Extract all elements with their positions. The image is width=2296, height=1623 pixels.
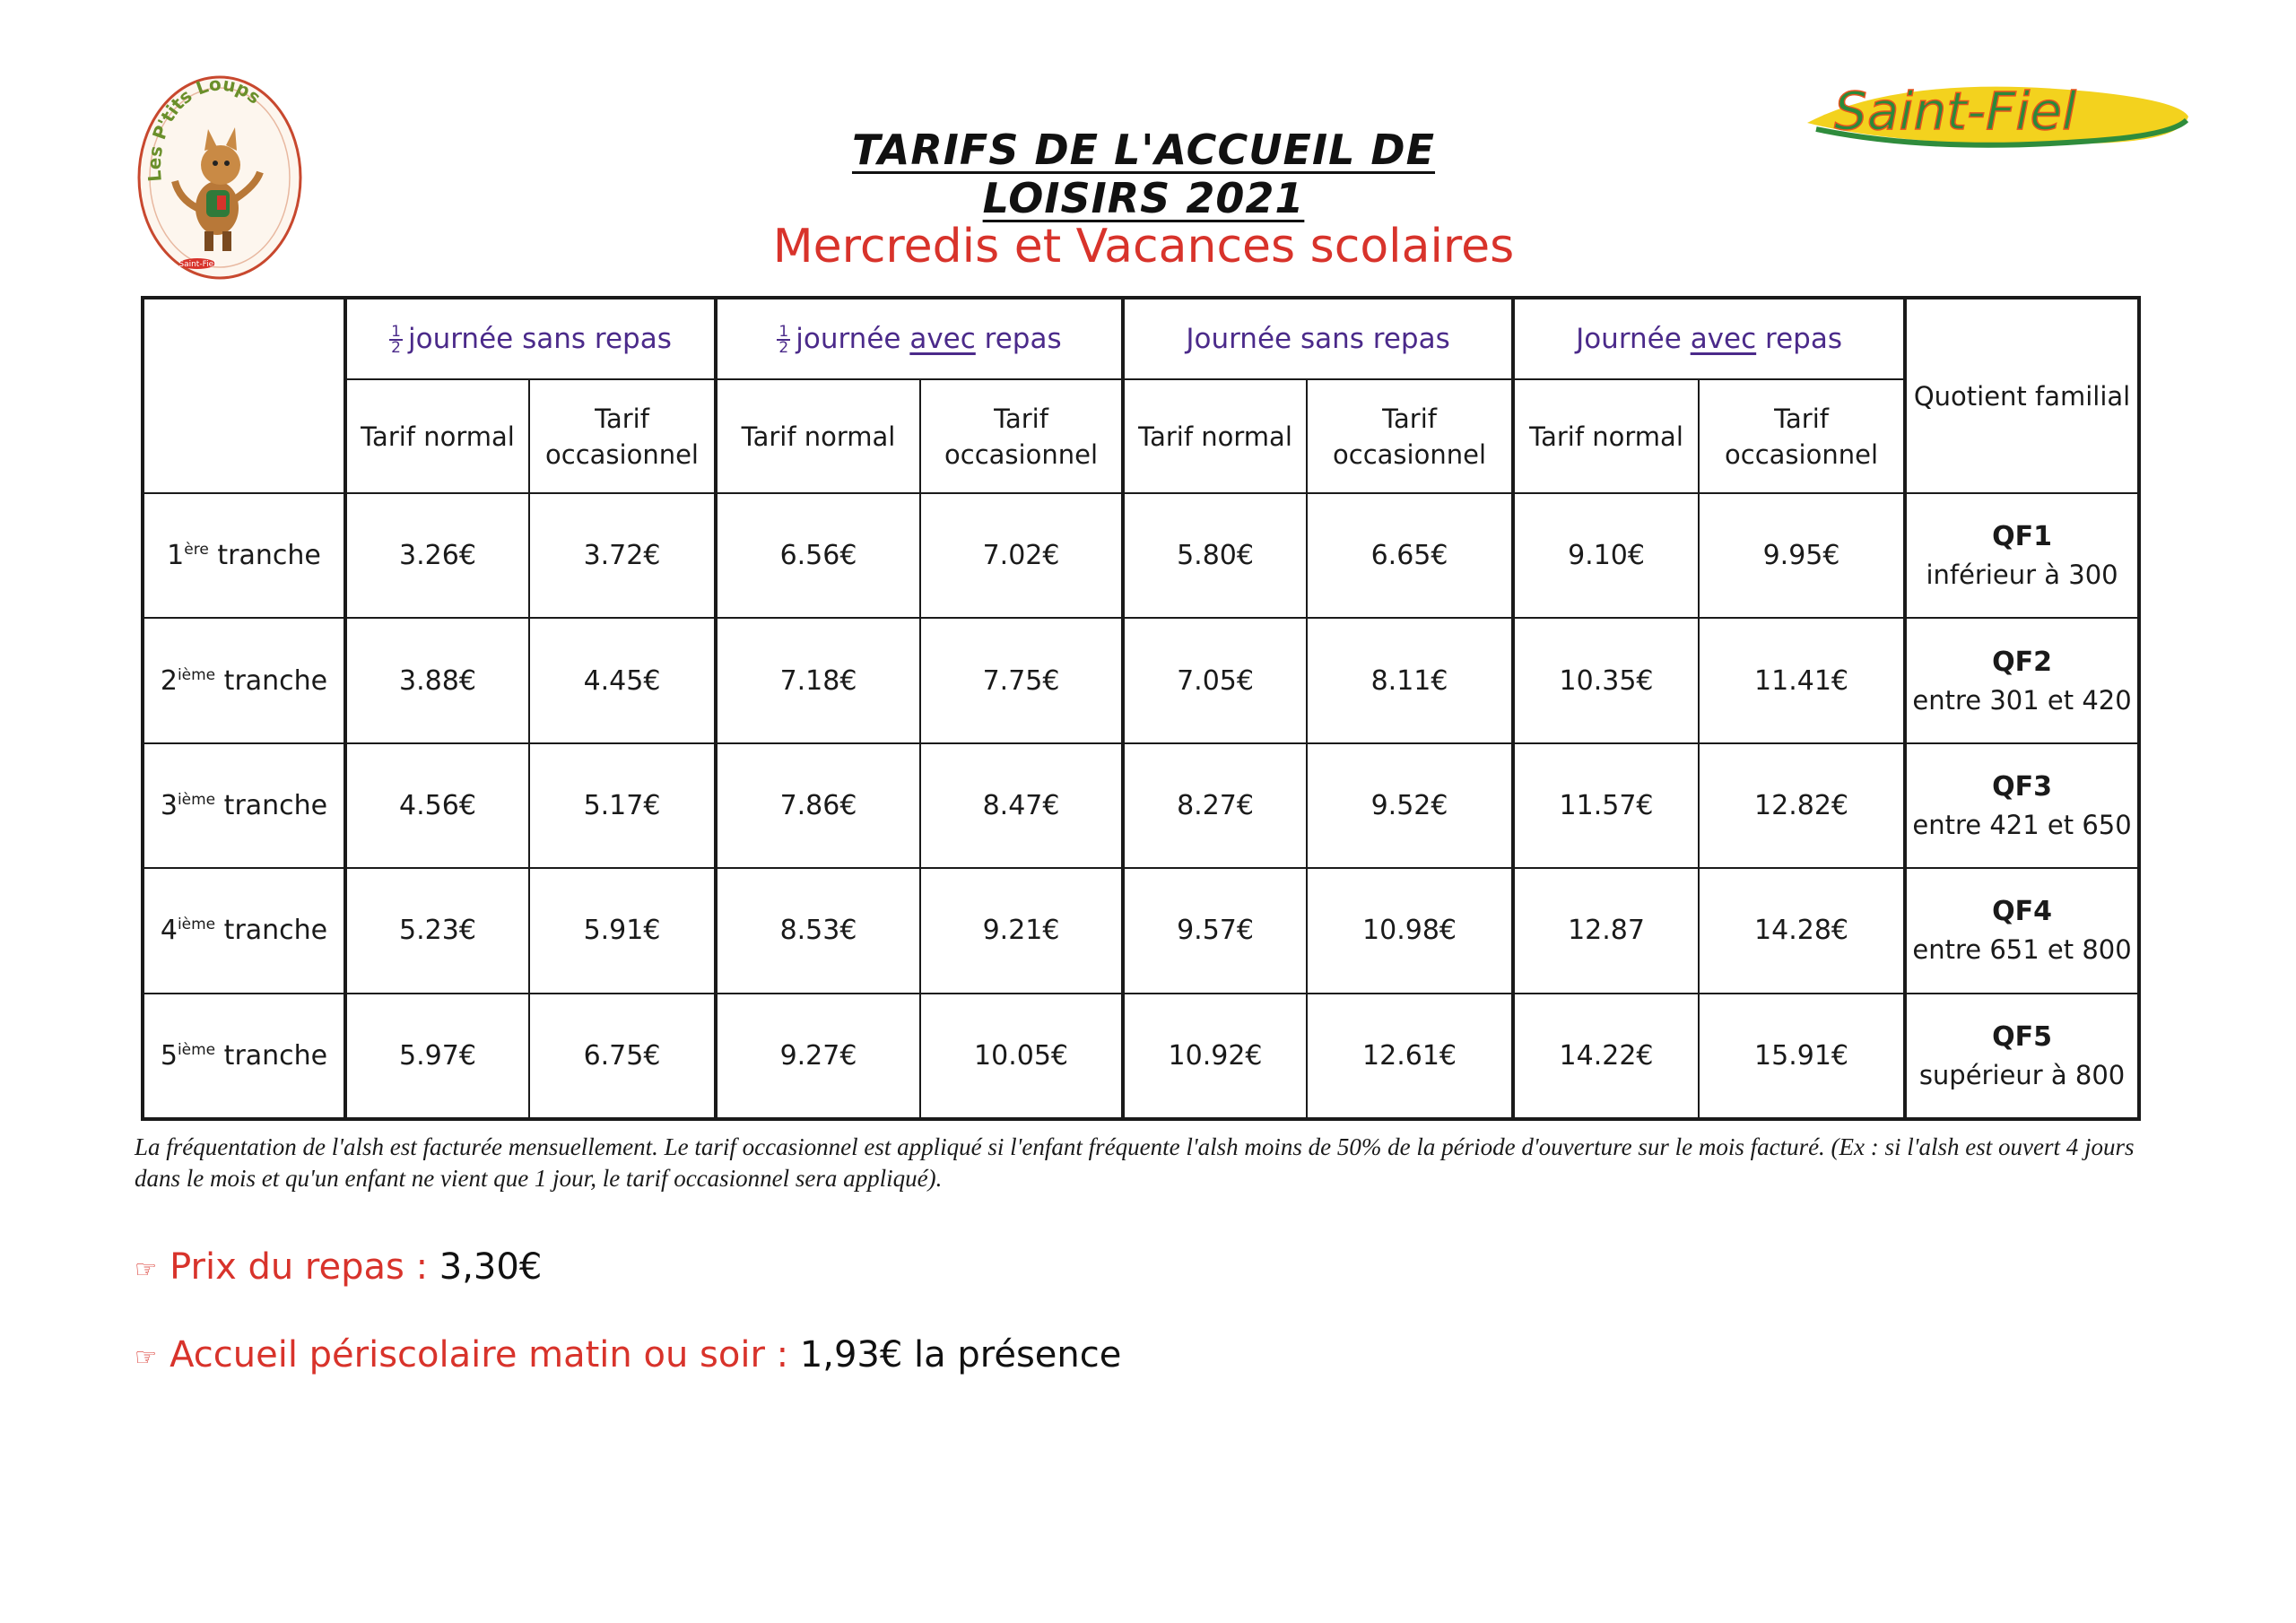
price-normal-cell: 5.23€ (345, 868, 529, 993)
price-normal-cell: 9.27€ (716, 994, 920, 1119)
price-normal-cell: 9.57€ (1123, 868, 1307, 993)
price-normal-cell: 10.92€ (1123, 994, 1307, 1119)
tranche-label: 5ième tranche (143, 994, 345, 1119)
wolf-logo-icon (135, 74, 305, 282)
qf-cell: QF4 entre 651 et 800 (1905, 868, 2139, 993)
price-normal-cell: 7.05€ (1123, 618, 1307, 742)
table-row (143, 743, 2139, 868)
price-occasionnel-cell: 15.91€ (1699, 994, 1905, 1119)
page-subtitle: Mercredis et Vacances scolaires (772, 220, 1515, 273)
price-occasionnel-cell: 5.91€ (529, 868, 716, 993)
saint-fiel-logo-icon (1794, 74, 2193, 154)
les-ptits-loups-logo (135, 74, 305, 282)
price-normal-cell: 11.57€ (1513, 743, 1699, 868)
price-occasionnel-cell: 6.65€ (1307, 493, 1513, 618)
meal-price-line (135, 1246, 542, 1288)
price-normal-cell: 5.80€ (1123, 493, 1307, 618)
price-occasionnel-cell: 14.28€ (1699, 868, 1905, 993)
price-normal-cell: 8.27€ (1123, 743, 1307, 868)
saint-fiel-logo (1794, 74, 2193, 154)
subheader-tarif-normal: Tarif normal (1123, 379, 1307, 493)
tranche-label: 2ième tranche (143, 618, 345, 742)
price-normal-cell: 9.10€ (1513, 493, 1699, 618)
price-normal-cell: 4.56€ (345, 743, 529, 868)
qf-header: Quotient familial (1905, 298, 2139, 493)
price-occasionnel-cell: 4.45€ (529, 618, 716, 742)
price-occasionnel-cell: 7.02€ (920, 493, 1123, 618)
price-normal-cell: 8.53€ (716, 868, 920, 993)
tranche-label: 4ième tranche (143, 868, 345, 993)
periscolaire-price-value: 1,93€ la présence (799, 1334, 1122, 1376)
price-occasionnel-cell: 10.05€ (920, 994, 1123, 1119)
qf-cell: QF2 entre 301 et 420 (1905, 618, 2139, 742)
svg-text:Saint-Fiel: Saint-Fiel (178, 260, 216, 269)
price-occasionnel-cell: 12.82€ (1699, 743, 1905, 868)
group-header-day-without-meal: Journée sans repas (1123, 298, 1513, 379)
subheader-tarif-normal: Tarif normal (1513, 379, 1699, 493)
price-occasionnel-cell: 10.98€ (1307, 868, 1513, 993)
price-occasionnel-cell: 8.11€ (1307, 618, 1513, 742)
qf-cell: QF5 supérieur à 800 (1905, 994, 2139, 1119)
price-occasionnel-cell: 3.72€ (529, 493, 716, 618)
price-occasionnel-cell: 11.41€ (1699, 618, 1905, 742)
table-row (143, 618, 2139, 742)
price-occasionnel-cell: 9.95€ (1699, 493, 1905, 618)
price-normal-cell: 7.86€ (716, 743, 920, 868)
price-occasionnel-cell: 5.17€ (529, 743, 716, 868)
price-occasionnel-cell: 7.75€ (920, 618, 1123, 742)
tariff-table (141, 296, 2141, 1121)
meal-price-label: Prix du repas : (170, 1246, 439, 1288)
subheader-tarif-occasionnel: Tarif occasionnel (1307, 379, 1513, 493)
group-header-day-with-meal: Journée avec repas (1513, 298, 1905, 379)
periscolaire-price-label: Accueil périscolaire matin ou soir : (170, 1334, 800, 1376)
group-header-half-day-with-meal: $\frac{1}{2}$ journée avec repas (716, 298, 1123, 379)
page-title: TARIFS DE L'ACCUEIL DE LOISIRS 2021 (851, 126, 1436, 222)
subheader-tarif-occasionnel: Tarif occasionnel (529, 379, 716, 493)
price-normal-cell: 3.26€ (345, 493, 529, 618)
subheader-tarif-occasionnel: Tarif occasionnel (920, 379, 1123, 493)
periscolaire-price-line (135, 1334, 1121, 1376)
price-normal-cell: 5.97€ (345, 994, 529, 1119)
tranche-label: 3ième tranche (143, 743, 345, 868)
price-occasionnel-cell: 9.21€ (920, 868, 1123, 993)
price-occasionnel-cell: 8.47€ (920, 743, 1123, 868)
pointing-hand-icon: ☞ (135, 1254, 158, 1284)
pointing-hand-icon: ☞ (135, 1341, 158, 1372)
qf-cell: QF3 entre 421 et 650 (1905, 743, 2139, 868)
price-normal-cell: 7.18€ (716, 618, 920, 742)
subheader-tarif-normal: Tarif normal (716, 379, 920, 493)
svg-text:Les P'tits Loups: Les P'tits Loups (143, 74, 265, 183)
price-normal-cell: 12.87 (1513, 868, 1699, 993)
one-half-fraction: $\frac{1}{2}$ (391, 323, 401, 358)
subheader-tarif-occasionnel: Tarif occasionnel (1699, 379, 1905, 493)
meal-price-value: 3,30€ (439, 1246, 543, 1288)
svg-text:Saint-Fiel: Saint-Fiel (1834, 81, 2077, 142)
table-row (143, 493, 2139, 618)
group-header-half-day-without-meal: $\frac{1}{2}$ journée sans repas (345, 298, 716, 379)
qf-cell: QF1 inférieur à 300 (1905, 493, 2139, 618)
price-normal-cell: 14.22€ (1513, 994, 1699, 1119)
billing-note: La fréquentation de l'alsh est facturée mensuellement. Le tarif occasionnel est appliqué si l'enfant fréquente l'alsh moins de 50% de la période d'ouverture sur le mois facturé. (Ex : si l'alsh est ouvert 4 jours dans le mois et qu'un enfant ne vient que 1 jour, le tarif occasionnel sera appliqué). (135, 1133, 2135, 1192)
subheader-tarif-normal: Tarif normal (345, 379, 529, 493)
price-normal-cell: 6.56€ (716, 493, 920, 618)
table-row (143, 994, 2139, 1119)
price-occasionnel-cell: 9.52€ (1307, 743, 1513, 868)
price-occasionnel-cell: 12.61€ (1307, 994, 1513, 1119)
table-corner-cell (143, 298, 345, 493)
table-row (143, 868, 2139, 993)
price-occasionnel-cell: 6.75€ (529, 994, 716, 1119)
tranche-label: 1ère tranche (143, 493, 345, 618)
price-normal-cell: 10.35€ (1513, 618, 1699, 742)
price-normal-cell: 3.88€ (345, 618, 529, 742)
one-half-fraction: $\frac{1}{2}$ (778, 323, 789, 358)
